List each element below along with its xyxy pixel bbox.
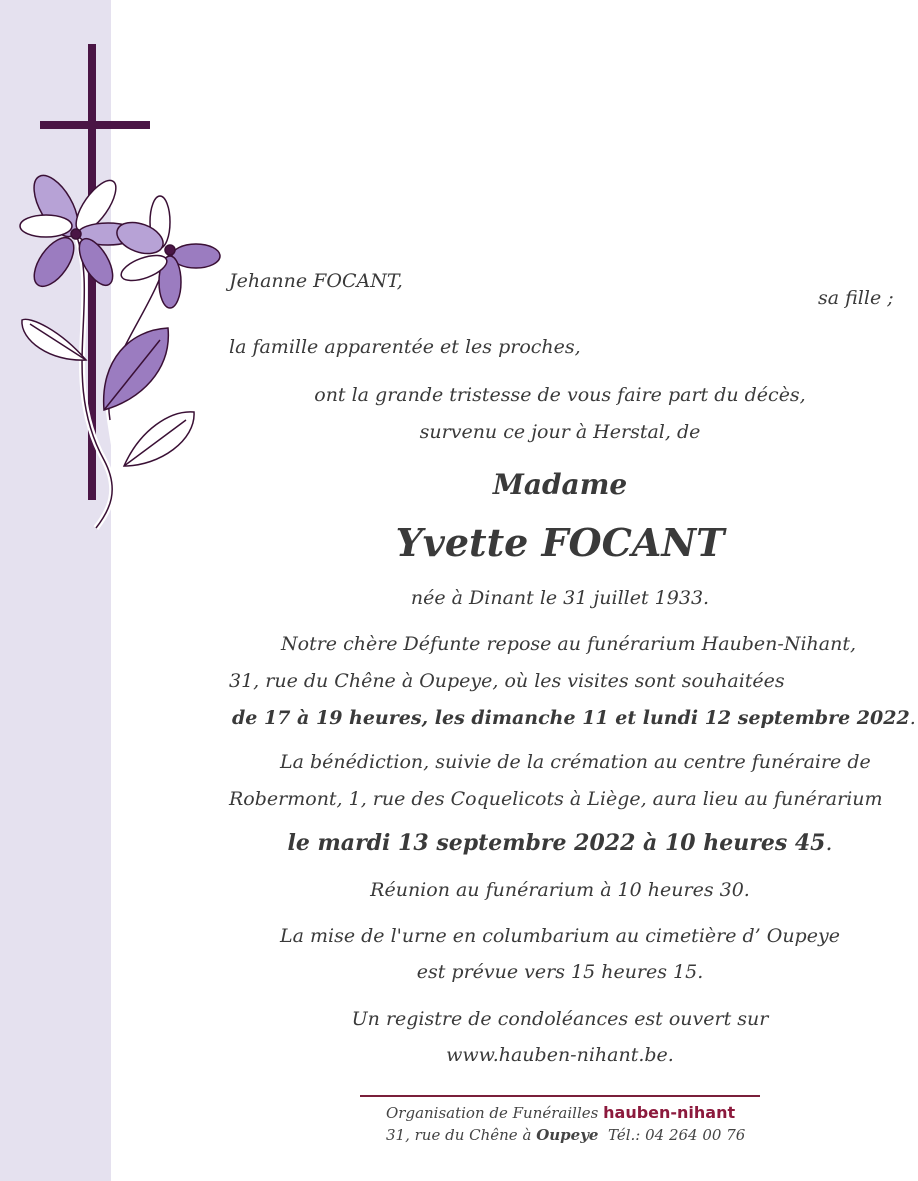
ceremony-date-period: . <box>825 831 833 856</box>
survivor-name: Jehanne FOCANT, <box>229 270 403 292</box>
visit-hours-text: de 17 à 19 heures, les dimanche 11 et lundi 12 septembre 2022 <box>232 707 910 729</box>
gathering-line: Réunion au funérarium à 10 heures 30. <box>370 879 750 901</box>
visit-hours <box>232 709 916 728</box>
footer-phone: Tél.: 04 264 00 76 <box>608 1126 746 1144</box>
intro-line-2: survenu ce jour à Herstal, de <box>419 421 701 443</box>
flower-icon <box>20 169 220 528</box>
birth-line: née à Dinant le 31 juillet 1933. <box>410 587 710 609</box>
register-line-1: Un registre de condoléances est ouvert sur <box>351 1008 769 1030</box>
footer-address <box>386 1128 745 1143</box>
intro-line-1: ont la grande tristesse de vous faire part du décès, <box>314 384 806 406</box>
cross-flowers-decoration <box>0 0 240 560</box>
ceremony-date-text: le mardi 13 septembre 2022 à 10 heures 45 <box>287 830 826 856</box>
brand-logo: hauben-nihant <box>603 1103 736 1122</box>
register-url: www.hauben-nihant.be. <box>446 1044 674 1066</box>
urn-line-1: La mise de l'urne en columbarium au cimetière d’ Oupeye <box>280 925 840 947</box>
visit-hours-period: . <box>909 707 916 729</box>
urn-line-2: est prévue vers 15 heures 15. <box>416 961 704 983</box>
footer-divider <box>360 1095 760 1097</box>
ceremony-line-2: Robermont, 1, rue des Coquelicots à Liège, aura lieu au funérarium <box>229 788 883 810</box>
repose-line-1: Notre chère Défunte repose au funérarium Hauben-Nihant, <box>281 633 857 655</box>
footer-org-label: Organisation de Funérailles <box>386 1104 599 1122</box>
deceased-name: Yvette FOCANT <box>395 520 725 565</box>
ceremony-date <box>260 832 860 855</box>
family-line: la famille apparentée et les proches, <box>229 336 581 358</box>
deceased-title: Madame <box>492 468 628 501</box>
ceremony-line-1: La bénédiction, suivie de la crémation au centre funéraire de <box>280 751 871 773</box>
repose-line-2: 31, rue du Chêne à Oupeye, où les visites sont souhaitées <box>229 670 785 692</box>
footer-address-prefix: 31, rue du Chêne à <box>386 1126 532 1144</box>
footer-address-city: Oupeye <box>536 1126 599 1144</box>
footer-org <box>386 1105 735 1121</box>
survivor-relation: sa fille ; <box>818 287 894 309</box>
